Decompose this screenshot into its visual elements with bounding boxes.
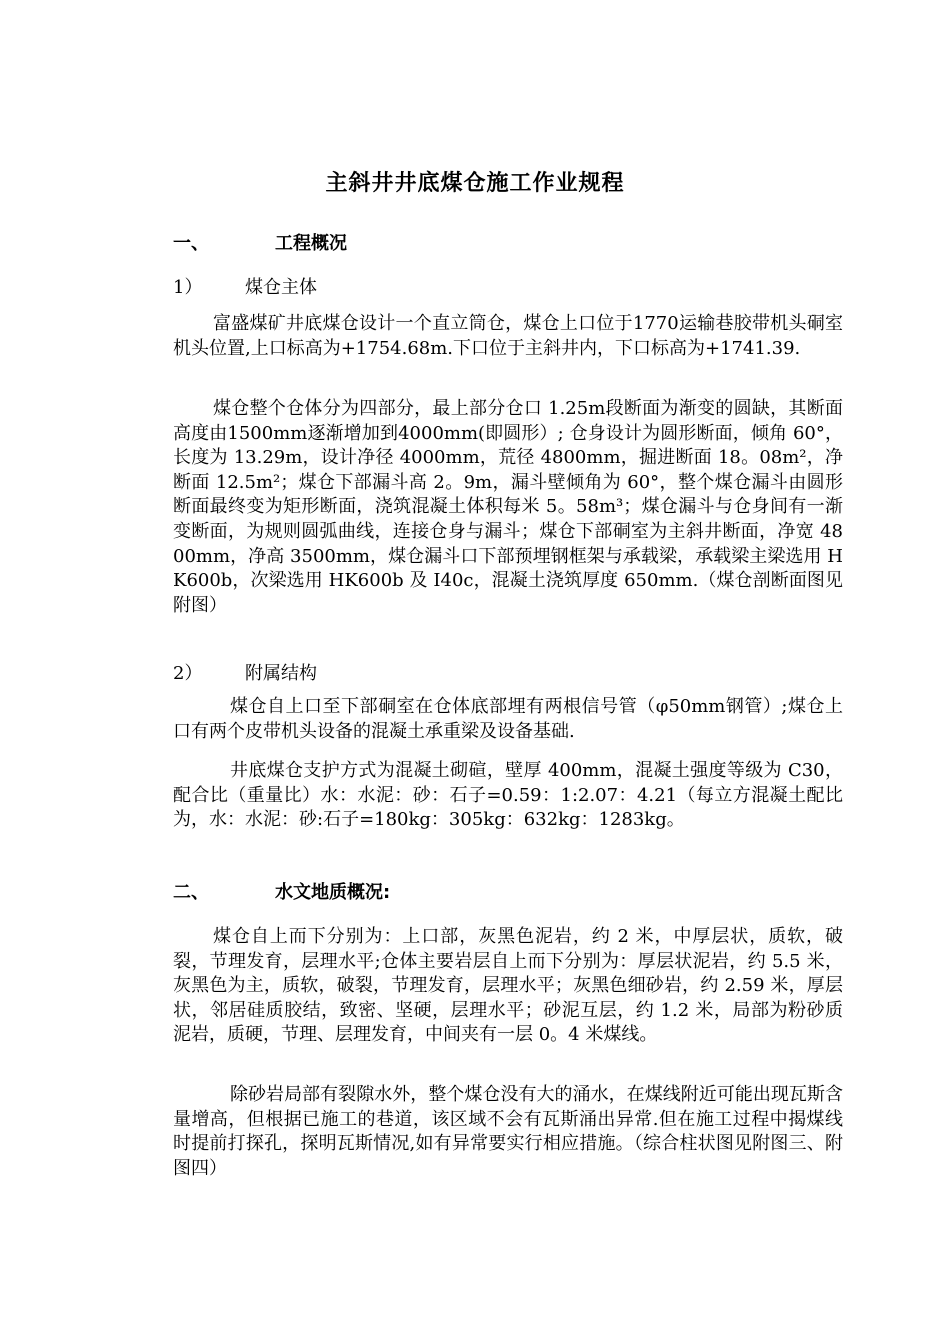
paragraph-support-method: 井底煤仓支护方式为混凝土砌碹，壁厚 400mm，混凝土强度等级为 C30，配合比（重量比）水：水泥：砂：石子=0.59：1:2.07：4.21（每立方混凝土配比为，水：水泥：砂:石子=180kg：305kg：632kg：1283kg。 [173, 760, 843, 831]
subsection-1-number: 1） [173, 277, 203, 298]
section-2-heading [173, 878, 390, 904]
section-1-title: 工程概况 [275, 233, 347, 254]
subsection-2-title: 附属结构 [245, 663, 317, 684]
document-title: 主斜井井底煤仓施工作业规程 [325, 171, 625, 196]
subsection-1-title: 煤仓主体 [245, 277, 317, 298]
paragraph-water-gas: 除砂岩局部有裂隙水外，整个煤仓没有大的涌水，在煤线附近可能出现瓦斯含量增高，但根据已施工的巷道，该区域不会有瓦斯涌出异常.但在施工过程中揭煤线时提前打探孔，探明瓦斯情况,如有异常要实行相应措施。（综合柱状图见附图三、附图四） [173, 1084, 843, 1179]
subsection-2-heading [173, 659, 317, 685]
subsection-2-number: 2） [173, 663, 203, 684]
section-2-number: 二、 [173, 882, 209, 903]
paragraph-coal-bin-location: 富盛煤矿井底煤仓设计一个直立筒仓，煤仓上口位于1770运输巷胶带机头硐室机头位置,上口标高为+1754.68m.下口位于主斜井内，下口标高为+1741.39. [173, 313, 843, 359]
section-2-title: 水文地质概况: [275, 882, 391, 903]
paragraph-signal-pipes: 煤仓自上口至下部硐室在仓体底部埋有两根信号管（φ50mm钢管）;煤仓上口有两个皮带机头设备的混凝土承重梁及设备基础. [173, 696, 843, 742]
section-1-number: 一、 [173, 233, 209, 254]
subsection-1-heading [173, 273, 317, 299]
section-1-heading [173, 229, 347, 255]
paragraph-strata: 煤仓自上而下分别为：上口部，灰黑色泥岩，约 2 米，中厚层状，质软，破裂，节理发育，层理水平;仓体主要岩层自上而下分别为：厚层状泥岩，约 5.5 米，灰黑色为主，质软，破裂，节理发育，层理水平；灰黑色细砂岩，约 2.59 米，厚层状，邻居硅质胶结，致密、坚硬，层理水平；砂泥互层，约 1.2 米，局部为粉砂质泥岩，质硬，节理、层理发育，中间夹有一层 0。4 米煤线。 [173, 926, 843, 1046]
paragraph-coal-bin-structure: 煤仓整个仓体分为四部分，最上部分仓口 1.25m段断面为渐变的圆缺，其断面高度由1500mm逐渐增加到4000mm(即圆形）; 仓身设计为圆形断面，倾角 60°，长度为 13.29m，设计净径 4000mm，荒径 4800mm，掘进断面 18。08m²，净断面 12.5m²；煤仓下部漏斗高 2。9m，漏斗壁倾角为 60°，整个煤仓漏斗由圆形断面最终变为矩形断面，浇筑混凝土体积每米 5。58m³；煤仓漏斗与仓身间有一渐变断面，为规则圆弧曲线，连接仓身与漏斗；煤仓下部硐室为主斜井断面，净宽 4800mm，净高 3500mm，煤仓漏斗口下部预埋钢框架与承载梁，承载梁主梁选用 HK600b，次梁选用 HK600b 及 I40c，混凝土浇筑厚度 650mm.（煤仓剖断面图见附图） [173, 398, 843, 616]
